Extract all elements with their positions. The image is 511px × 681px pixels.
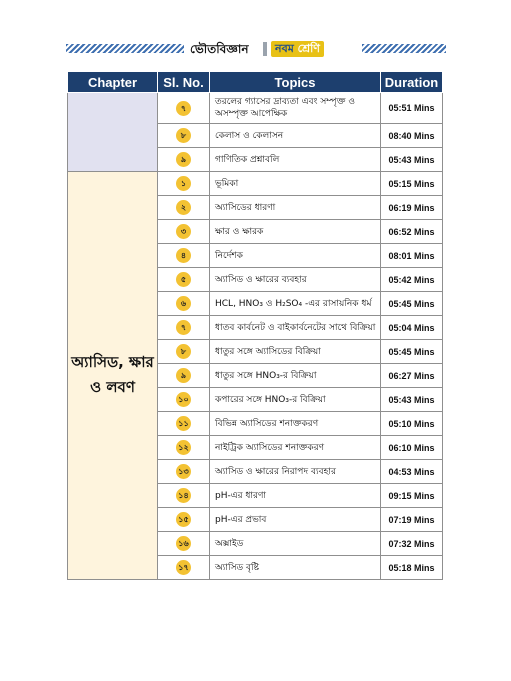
serial-cell bbox=[158, 172, 210, 196]
serial-number-badge: ৩ bbox=[176, 224, 191, 239]
serial-number-badge: ৫ bbox=[176, 272, 191, 287]
serial-cell bbox=[158, 556, 210, 580]
serial-cell bbox=[158, 316, 210, 340]
table-row bbox=[68, 93, 443, 124]
duration-cell: 06:27 Mins bbox=[381, 364, 443, 388]
serial-number-badge: ৮ bbox=[176, 128, 191, 143]
duration-cell: 05:15 Mins bbox=[381, 172, 443, 196]
serial-cell bbox=[158, 220, 210, 244]
duration-cell: 04:53 Mins bbox=[381, 460, 443, 484]
serial-cell bbox=[158, 196, 210, 220]
table-body bbox=[68, 93, 443, 580]
serial-cell bbox=[158, 508, 210, 532]
topic-cell: অ্যাসিড ও ক্ষারের ব্যবহার bbox=[210, 268, 381, 292]
class-word-1: নবম bbox=[275, 42, 294, 55]
duration-cell: 06:19 Mins bbox=[381, 196, 443, 220]
header-separator bbox=[263, 42, 267, 56]
topic-cell: ধাতুর সঙ্গে HNO₃-র বিক্রিয়া bbox=[210, 364, 381, 388]
duration-cell: 05:45 Mins bbox=[381, 340, 443, 364]
topic-cell: তরলের গ্যাসের দ্রাব্যতা এবং সম্পৃক্ত ও অসম্পৃক্ত আপেক্ষিক bbox=[210, 93, 381, 124]
subject-title: ভৌতবিজ্ঞান bbox=[190, 42, 249, 56]
serial-number-badge: ১৫ bbox=[176, 512, 191, 527]
topic-cell: pH-এর ধারণা bbox=[210, 484, 381, 508]
duration-cell: 07:19 Mins bbox=[381, 508, 443, 532]
header-stripes-left bbox=[66, 44, 184, 53]
duration-cell: 07:32 Mins bbox=[381, 532, 443, 556]
topic-cell: কপারের সঙ্গে HNO₃-র বিক্রিয়া bbox=[210, 388, 381, 412]
column-header-sl-no: Sl. No. bbox=[158, 72, 210, 93]
serial-number-badge: ৭ bbox=[176, 101, 191, 116]
topic-cell: ভূমিকা bbox=[210, 172, 381, 196]
duration-cell: 05:45 Mins bbox=[381, 292, 443, 316]
serial-number-badge: ১৬ bbox=[176, 536, 191, 551]
serial-cell bbox=[158, 148, 210, 172]
topic-cell: নাইট্রিক অ্যাসিডের শনাক্তকরণ bbox=[210, 436, 381, 460]
duration-cell: 05:43 Mins bbox=[381, 388, 443, 412]
serial-cell bbox=[158, 93, 210, 124]
topic-cell: অ্যাসিডের ধারণা bbox=[210, 196, 381, 220]
serial-cell bbox=[158, 244, 210, 268]
serial-number-badge: ১১ bbox=[176, 416, 191, 431]
serial-number-badge: ৭ bbox=[176, 320, 191, 335]
serial-number-badge: ৬ bbox=[176, 296, 191, 311]
topic-cell: অক্সাইড bbox=[210, 532, 381, 556]
serial-cell bbox=[158, 292, 210, 316]
chapter-table bbox=[67, 71, 443, 580]
duration-cell: 05:51 Mins bbox=[381, 93, 443, 124]
table-header-row bbox=[68, 72, 443, 93]
page-header bbox=[66, 40, 446, 58]
serial-cell bbox=[158, 388, 210, 412]
duration-cell: 08:40 Mins bbox=[381, 124, 443, 148]
serial-number-badge: ১৩ bbox=[176, 464, 191, 479]
serial-cell bbox=[158, 460, 210, 484]
serial-cell bbox=[158, 124, 210, 148]
serial-number-badge: ১ bbox=[176, 176, 191, 191]
serial-cell bbox=[158, 484, 210, 508]
topic-cell: বিভিন্ন অ্যাসিডের শনাক্তকরণ bbox=[210, 412, 381, 436]
duration-cell: 05:18 Mins bbox=[381, 556, 443, 580]
duration-cell: 05:04 Mins bbox=[381, 316, 443, 340]
column-header-chapter: Chapter bbox=[68, 72, 158, 93]
topic-cell: ধাতুর সঙ্গে অ্যাসিডের বিক্রিয়া bbox=[210, 340, 381, 364]
topic-cell: HCL, HNO₃ ও H₂SO₄ -এর রাসায়নিক ধর্ম bbox=[210, 292, 381, 316]
topic-cell: ক্ষার ও ক্ষারক bbox=[210, 220, 381, 244]
serial-cell bbox=[158, 436, 210, 460]
serial-number-badge: ৯ bbox=[176, 152, 191, 167]
serial-number-badge: ১০ bbox=[176, 392, 191, 407]
duration-cell: 09:15 Mins bbox=[381, 484, 443, 508]
serial-cell bbox=[158, 532, 210, 556]
serial-cell bbox=[158, 412, 210, 436]
topic-cell: গাণিতিক প্রশ্নাবলি bbox=[210, 148, 381, 172]
topic-cell: pH-এর প্রভাব bbox=[210, 508, 381, 532]
topic-cell: অ্যাসিড বৃষ্টি bbox=[210, 556, 381, 580]
class-word-2: শ্রেণি bbox=[297, 42, 320, 55]
serial-number-badge: ৮ bbox=[176, 344, 191, 359]
duration-cell: 05:10 Mins bbox=[381, 412, 443, 436]
column-header-topics: Topics bbox=[210, 72, 381, 93]
serial-cell bbox=[158, 364, 210, 388]
serial-number-badge: ২ bbox=[176, 200, 191, 215]
topic-cell: ধাতব কার্বনেট ও বাইকার্বনেটের সাথে বিক্রিয়া bbox=[210, 316, 381, 340]
serial-number-badge: ১৪ bbox=[176, 488, 191, 503]
chapter-cell: অ্যাসিড, ক্ষার ও লবণ bbox=[68, 172, 158, 580]
column-header-duration: Duration bbox=[381, 72, 443, 93]
serial-number-badge: ৪ bbox=[176, 248, 191, 263]
topic-cell: অ্যাসিড ও ক্ষারের নিরাপদ ব্যবহার bbox=[210, 460, 381, 484]
serial-number-badge: ১৭ bbox=[176, 560, 191, 575]
duration-cell: 05:42 Mins bbox=[381, 268, 443, 292]
serial-number-badge: ১২ bbox=[176, 440, 191, 455]
duration-cell: 06:10 Mins bbox=[381, 436, 443, 460]
serial-number-badge: ৯ bbox=[176, 368, 191, 383]
topic-cell: নির্দেশক bbox=[210, 244, 381, 268]
table-row bbox=[68, 172, 443, 196]
duration-cell: 08:01 Mins bbox=[381, 244, 443, 268]
duration-cell: 05:43 Mins bbox=[381, 148, 443, 172]
duration-cell: 06:52 Mins bbox=[381, 220, 443, 244]
class-badge bbox=[271, 41, 324, 57]
topic-cell: কেলাস ও কেলাসন bbox=[210, 124, 381, 148]
header-stripes-right bbox=[362, 44, 446, 53]
serial-cell bbox=[158, 340, 210, 364]
chapter-cell bbox=[68, 93, 158, 172]
serial-cell bbox=[158, 268, 210, 292]
